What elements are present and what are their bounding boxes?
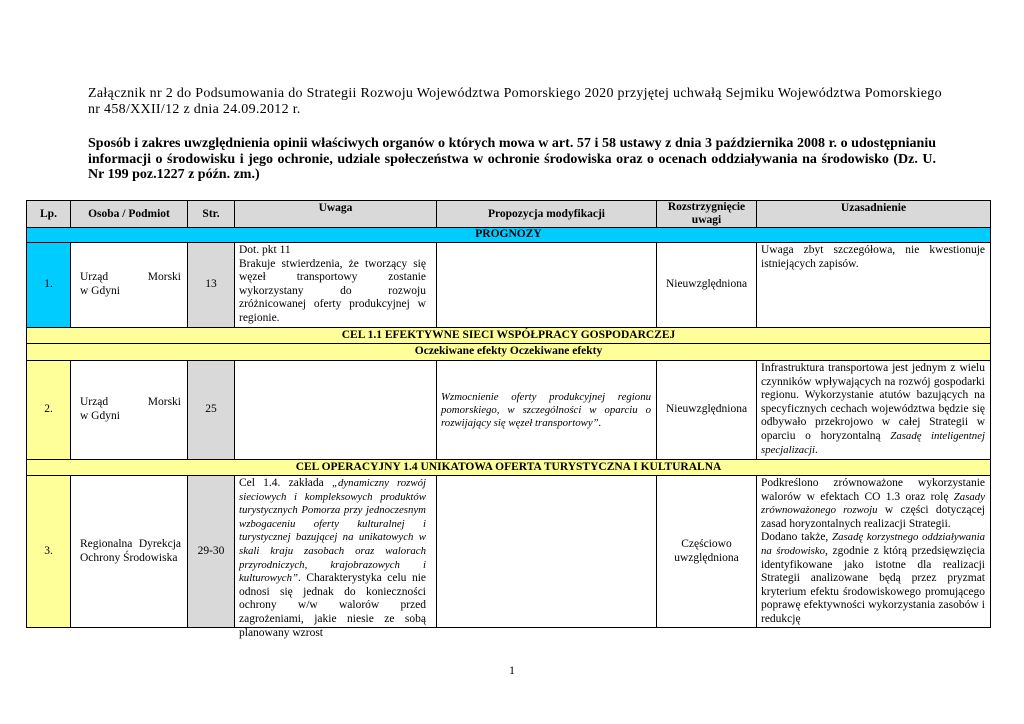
justification-content: [761, 362, 985, 457]
justification-emphasis: Zasadę korzystnego oddziaływania na środowisko: [761, 531, 986, 557]
row-person: Regionalna Dyrekcja Ochrony Środowiska: [71, 476, 188, 628]
section-expected-effects: Oczekiwane efekty Oczekiwane efekty: [27, 344, 991, 361]
row-justification: [757, 361, 991, 460]
justification-content: [761, 244, 985, 271]
justification-content: [761, 477, 985, 626]
row-justification: [757, 243, 991, 328]
opinions-table: [26, 200, 991, 639]
comment-text: [239, 477, 426, 640]
comment-reference: Dot. pkt 11: [239, 244, 291, 256]
header-proposal: Propozycja modyfikacji: [437, 201, 657, 228]
header-resolution: Rozstrzygnięcie uwagi: [657, 201, 757, 228]
table-row: [27, 361, 991, 460]
section-row-goal-1-1: [27, 328, 991, 344]
row-resolution: Nieuwzględniona: [657, 361, 757, 460]
justification-paragraph: [761, 531, 985, 626]
header-page: Str.: [188, 201, 235, 228]
justification-text: [761, 362, 985, 457]
section-prognozy: PROGNOZY: [27, 228, 991, 243]
section-row-prognozy: [27, 228, 991, 243]
justification-segment: .: [814, 443, 818, 456]
header-comment: Uwaga: [235, 201, 437, 228]
row-comment: [235, 361, 437, 460]
table-row: [27, 476, 991, 628]
justification-paragraph: [761, 477, 985, 531]
justification-emphasis: Zasady zrównoważonego rozwoju: [761, 490, 985, 517]
header-lp: Lp.: [27, 201, 71, 228]
row-comment: [235, 243, 437, 328]
row-proposal: Wzmocnienie oferty produkcyjnej regionu pomorskiego, w szczególności w oparciu o rozwijający się węzeł transportowy”.: [437, 361, 657, 460]
comment-text: Brakuje stwierdzenia, że tworzący się węzeł transportowy zostanie wykorzystany do rozwoju zróżnicowanej oferty produkcyjnej w regionie.: [239, 257, 426, 324]
row-page: 29-30: [188, 476, 235, 628]
row-person: Urząd Morski w Gdyni: [71, 243, 188, 328]
comment-segment: . Charakterystyka celu nie odnosi się jednak do konieczności ochrony w/w walorów przed zagrożeniami, jakie niesie ze sobą planowany wzrost: [239, 572, 426, 639]
justification-segment: Infrastruktura transportowa jest jednym z wielu czynników wpływających na rozwój gospodarki regionu. Wykorzystanie atutów bazujących na specyficznych cechach województwa będzie się odbywało przekrojowo w całej Strategii w oparciu o horyzontalną: [761, 362, 985, 442]
section-row-expected-effects: [27, 344, 991, 361]
comment-segment: Cel 1.4. zakłada: [239, 477, 332, 489]
document-title: Sposób i zakres uwzględnienia opinii właściwych organów o których mowa w art. 57 i 58 ustawy z dnia 3 października 2008 r. o udostępnianiu informacji o środowisku i jego ochronie, udziale społeczeństwa w ochronie środowiska oraz o ocenach oddziaływania na środowisko (Dz. U. Nr 199 poz.1227 z późn. zm.): [88, 136, 936, 182]
section-operational-goal-1-4: CEL OPERACYJNY 1.4 UNIKATOWA OFERTA TURYSTYCZNA I KULTURALNA: [27, 460, 991, 476]
row-justification: [757, 476, 991, 628]
header-person: Osoba / Podmiot: [71, 201, 188, 228]
section-row-operational-goal-1-4: [27, 460, 991, 476]
comment-quote: „dynamiczny rozwój sieciowych i kompleksowych produktów turystycznych Pomorza przy jednoczesnym wzbogaceniu oferty kulturalnej i turystycznej bazującej na unikatowych w skali kraju zasobach oraz walorach przyrodniczych, krajobrazowych i kulturowych”: [239, 477, 426, 585]
row-comment: [235, 476, 437, 639]
table-row: [27, 243, 991, 328]
justification-text: Uwaga zbyt szczegółowa, nie kwestionuje istniejących zapisów.: [761, 244, 985, 270]
row-resolution: Częściowo uwzględniona: [657, 476, 757, 628]
table-header-row: [27, 201, 991, 228]
justification-segment: w części dotyczącej zasad horyzontalnych realizacji Strategii.: [761, 504, 985, 530]
row-page: 25: [188, 361, 235, 460]
row-number: 2.: [27, 361, 71, 460]
header-justification: Uzasadnienie: [757, 201, 991, 228]
row-page: 13: [188, 243, 235, 328]
opinions-table-body: [27, 201, 991, 639]
row-number: 3.: [27, 476, 71, 628]
row-proposal: [437, 243, 657, 328]
row-proposal: [437, 476, 657, 628]
page-number: 1: [509, 663, 515, 677]
comment-content: [239, 477, 426, 639]
row-number: 1.: [27, 243, 71, 328]
row-resolution: Nieuwzględniona: [657, 243, 757, 328]
justification-segment: Podkreślono zrównoważone wykorzystanie walorów w efektach CO 1.3 oraz rolę: [761, 477, 985, 503]
section-goal-1-1: CEL 1.1 EFEKTYWNE SIECI WSPÓŁPRACY GOSPODARCZEJ: [27, 328, 991, 344]
justification-segment: , zgodnie z którą przedsięwzięcia identyfikowane jako istotne dla realizacji Strategii analizowane będą przez pryzmat kryterium efektu środowiskowego promującego poprawę efektywności wykorzystania zasobów i redukcję: [761, 544, 985, 625]
annex-heading: Załącznik nr 2 do Podsumowania do Strategii Rozwoju Województwa Pomorskiego 2020 przyjętej uchwałą Sejmiku Województwa Pomorskiego nr 458/XXII/12 z dnia 24.09.2012 r.: [88, 86, 942, 117]
row-person: Urząd Morski w Gdyni: [71, 361, 188, 460]
justification-segment: Dodano także,: [761, 531, 833, 544]
comment-content: [239, 244, 426, 326]
justification-emphasis: Zasadę inteligentnej specjalizacji: [761, 429, 985, 456]
